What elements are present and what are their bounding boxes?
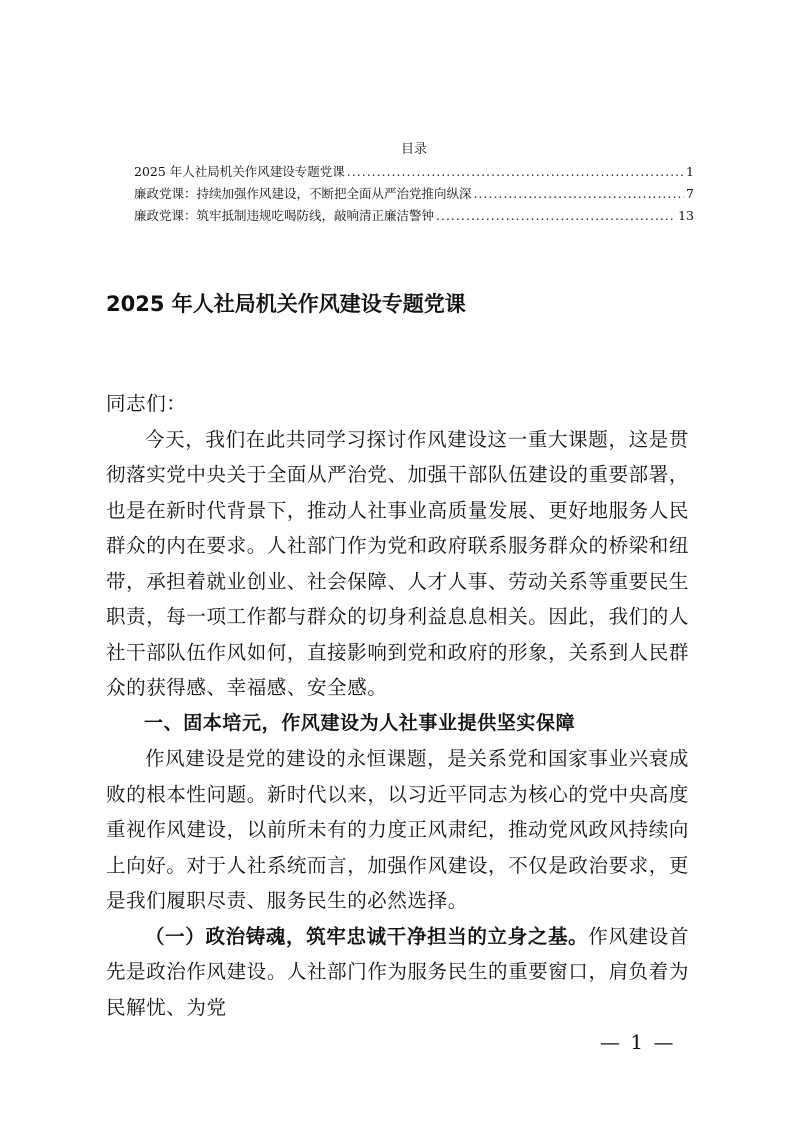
paragraph: 今天，我们在此共同学习探讨作风建设这一重大课题，这是贯彻落实党中央关于全面从严治党、加强干部队伍建设的重要部署，也是在新时代背景下，推动人社事业高质量发展、更好地服务人民群众的内在要求。人社部门作为党和政府联系服务群众的桥梁和纽带，承担着就业创业、社会保障、人才人事、劳动关系等重要民生职责，每一项工作都与群众的切身利益息息相关。因此，我们的人社干部队伍作风如何，直接影响到党和政府的形象，关系到人民群众的获得感、幸福感、安全感。: [106, 427, 689, 699]
document-body: [106, 386, 689, 1025]
paragraph: 作风建设是党的建设的永恒课题，是关系党和国家事业兴衰成败的根本性问题。新时代以来，以习近平同志为核心的党中央高度重视作风建设，以前所未有的力度正风肃纪，推动党风政风持续向上向好。对于人社系统而言，加强作风建设，不仅是政治要求，更是我们履职尽责、服务民生的必然选择。: [106, 747, 689, 912]
subheading-lead: （一）政治铸魂，筑牢忠诚干净担当的立身之基。: [145, 924, 589, 948]
toc-entry-text: 2025 年人社局机关作风建设专题党课: [134, 164, 345, 179]
toc-title: 目录: [400, 142, 427, 157]
toc-leader-dots: [474, 183, 685, 205]
toc-entry-text: 廉政党课：持续加强作风建设，不断把全面从严治党推向纵深: [134, 186, 472, 201]
document-title: 2025 年人社局机关作风建设专题党课: [106, 292, 466, 316]
toc-leader-dots: [436, 205, 676, 227]
toc-entry[interactable]: [134, 183, 694, 205]
section-heading: 一、固本培元，作风建设为人社事业提供坚实保障: [144, 711, 576, 734]
salutation: 同志们：: [106, 392, 187, 415]
toc-entry-page: 1: [686, 164, 694, 179]
toc-entry[interactable]: [134, 205, 694, 227]
paragraph-text: 作风建设首先是政治作风建设。人社部门作为服务民生的重要窗口，肩负着为民解忧、为党: [106, 924, 689, 1019]
table-of-contents: [134, 138, 694, 227]
paragraph: [106, 919, 689, 1026]
toc-entry-page: 7: [686, 186, 694, 201]
toc-entry[interactable]: [134, 161, 694, 183]
page-number: — 1 —: [600, 1030, 676, 1054]
toc-entry-page: 13: [678, 208, 694, 223]
toc-entry-text: 廉政党课：筑牢抵制违规吃喝防线，敲响清正廉洁警钟: [134, 208, 435, 223]
toc-leader-dots: [347, 161, 684, 183]
